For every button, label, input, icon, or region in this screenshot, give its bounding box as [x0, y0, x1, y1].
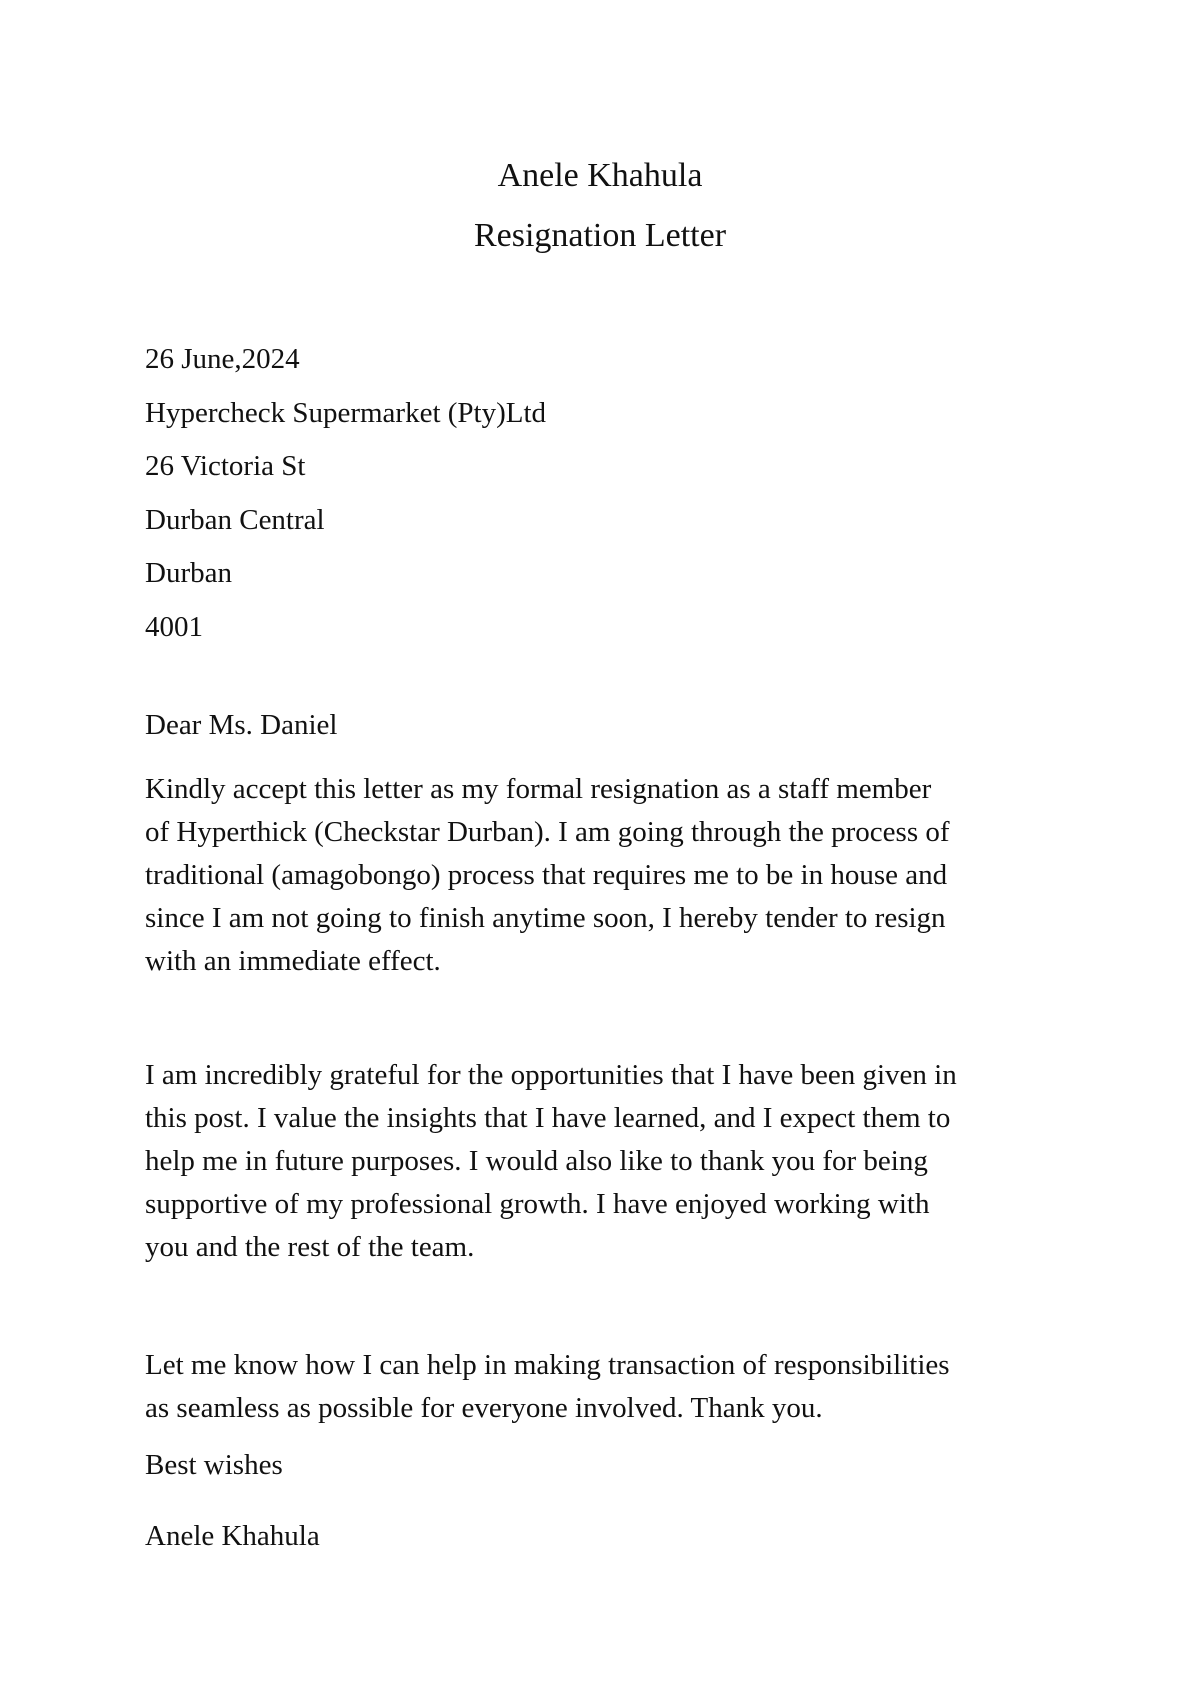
paragraph-line: with an immediate effect. — [145, 945, 441, 977]
signature-name: Anele Khahula — [145, 1520, 320, 1552]
street-address: 26 Victoria St — [145, 450, 306, 483]
closing: Best wishes — [145, 1449, 283, 1481]
paragraph-line: as seamless as possible for everyone involved. Thank you. — [145, 1392, 823, 1424]
paragraph-line: help me in future purposes. I would also like to thank you for being — [145, 1145, 928, 1177]
paragraph-transition — [145, 1344, 1075, 1430]
paragraph-line: supportive of my professional growth. I have enjoyed working with — [145, 1188, 930, 1220]
paragraph-line: this post. I value the insights that I have learned, and I expect them to — [145, 1102, 951, 1134]
paragraph-line: you and the rest of the team. — [145, 1231, 475, 1263]
postal-code: 4001 — [145, 610, 203, 643]
letter-date: 26 June,2024 — [145, 343, 300, 375]
author-name: Anele Khahula — [497, 157, 703, 194]
document-title: Resignation Letter — [473, 217, 727, 254]
paragraph-line: traditional (amagobongo) process that requires me to be in house and — [145, 859, 948, 891]
paragraph-line: Let me know how I can help in making transaction of responsibilities — [145, 1349, 950, 1381]
paragraph-line: Kindly accept this letter as my formal resignation as a staff member — [145, 773, 932, 805]
paragraph-line: I am incredibly grateful for the opportunities that I have been given in — [145, 1059, 957, 1091]
letter-header — [0, 146, 1200, 266]
paragraph-gratitude — [145, 1054, 1075, 1269]
paragraph-resignation — [145, 768, 1075, 983]
paragraph-line: since I am not going to finish anytime soon, I hereby tender to resign — [145, 902, 946, 934]
paragraph-line: of Hyperthick (Checkstar Durban). I am going through the process of — [145, 816, 950, 848]
recipient-address-block — [145, 333, 546, 655]
company-name: Hypercheck Supermarket (Pty)Ltd — [145, 396, 547, 429]
salutation: Dear Ms. Daniel — [145, 709, 338, 741]
address-area: Durban Central — [145, 503, 325, 536]
address-city: Durban — [145, 557, 232, 590]
